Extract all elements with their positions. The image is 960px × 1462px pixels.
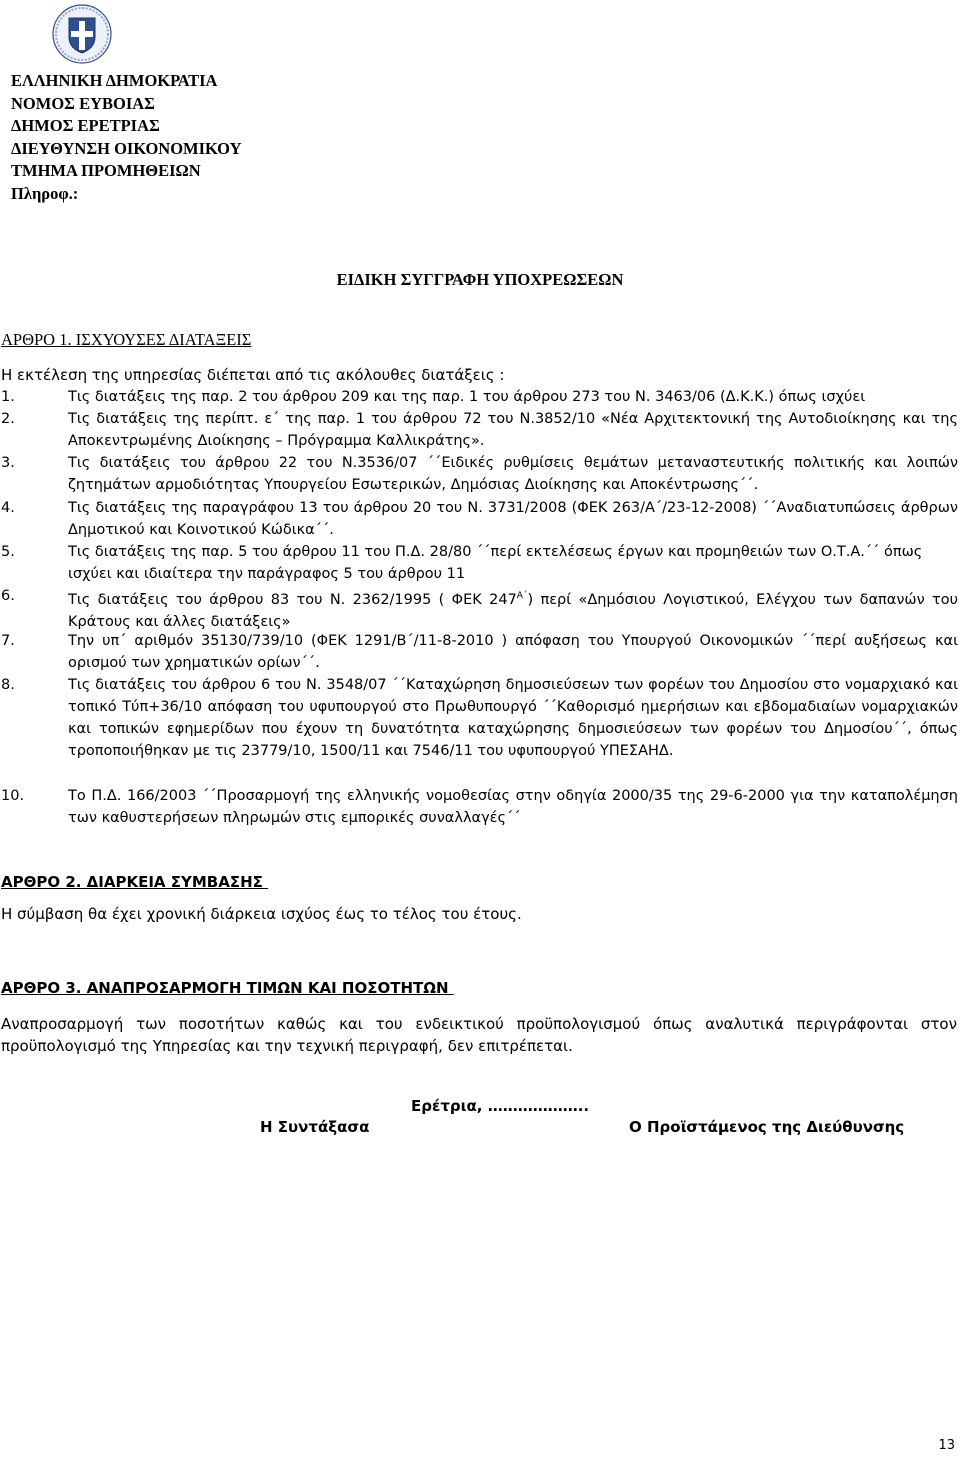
list-item: Τις διατάξεις της παρ. 2 του άρθρου 209 και της παρ. 1 του άρθρου 273 του Ν. 3463/06 (Δ.Κ.Κ.) όπως ισχύει (68, 389, 866, 405)
article2-heading: ΑΡΘΡΟ 2. ΔΙΑΡΚΕΙΑ ΣΥΜΒΑΣΗΣ (1, 873, 269, 891)
header-line-info: Πληροφ.: (11, 183, 79, 203)
header-line-republic: ΕΛΛΗΝΙΚΗ ΔΗΜΟΚΡΑΤΙΑ (11, 71, 218, 90)
list-item: Τις διατάξεις της παρ. 5 του άρθρου 11 του Π.Δ. 28/80 ΄΄περί εκτελέσεως έργων και προμηθειών των Ο.Τ.Α.΄΄ όπως ισχύει και ιδιαίτερα την παράγραφος 5 του άρθρου 11 (68, 544, 923, 582)
list-item (68, 585, 958, 633)
signature-director: Ο Προϊστάμενος της Διεύθυνσης (629, 1118, 905, 1136)
item-text-part: ) περί «Δημόσιου Λογιστικού, Ελέγχου των δαπανών του Κράτους και άλλες διατάξεις» (68, 591, 959, 630)
article3-heading: ΑΡΘΡΟ 3. ΑΝΑΠΡΟΣΑΡΜΟΓΗ ΤΙΜΩΝ ΚΑΙ ΠΟΣΟΤΗΤΩΝ (1, 979, 454, 997)
document-title: ΕΙΔΙΚΗ ΣΥΓΓΡΑΦΗ ΥΠΟΧΡΕΩΣΕΩΝ (336, 270, 624, 289)
place-date: Ερέτρια, ……………….. (411, 1097, 590, 1115)
list-item: Το Π.Δ. 166/2003 ΄΄Προσαρμογή της ελληνικής νομοθεσίας στην οδηγία 2000/35 της 29-6-2000 για την καταπολέμηση των καθυστερήσεων πληρωμών στις εμπορικές συναλλαγές΄΄ (68, 788, 958, 826)
header-line-department: ΤΜΗΜΑ ΠΡΟΜΗΘΕΙΩΝ (11, 161, 201, 180)
item-number: 3. (1, 455, 15, 471)
article1-intro: Η εκτέλεση της υπηρεσίας διέπεται από τις ακόλουθες διατάξεις : (1, 366, 505, 384)
item-superscript: Α΄ (516, 591, 528, 601)
article1-heading: ΑΡΘΡΟ 1. ΙΣΧΥΟΥΣΕΣ ΔΙΑΤΑΞΕΙΣ (1, 330, 252, 349)
item-number: 8. (1, 677, 15, 693)
item-number: 4. (1, 500, 15, 516)
header-line-prefecture: ΝΟΜΟΣ ΕΥΒΟΙΑΣ (11, 93, 155, 113)
item-number: 6. (1, 588, 15, 604)
greek-emblem-icon (52, 4, 112, 64)
item-number: 10. (1, 788, 25, 804)
item-number: 2. (1, 411, 15, 427)
list-item: Τις διατάξεις της παραγράφου 13 του άρθρου 20 του Ν. 3731/2008 (ΦΕΚ 263/Α΄/23-12-2008) ΄΄Αναδιατυπώσεις άρθρων Δημοτικού και Κοινοτικού Κώδικα΄΄. (68, 500, 958, 538)
list-item: Τις διατάξεις της περίπτ. ε΄ της παρ. 1 του άρθρου 72 του Ν.3852/10 «Νέα Αρχιτεκτονική της Αυτοδιοίκησης και της Αποκεντρωμένης Διοίκησης – Πρόγραμμα Καλλικράτης». (68, 411, 958, 449)
page-number: 13 (938, 1438, 955, 1453)
signature-author: Η Συντάξασα (260, 1118, 370, 1136)
article2-text: Η σύμβαση θα έχει χρονική διάρκεια ισχύος έως το τέλος του έτους. (1, 905, 522, 923)
item-number: 5. (1, 544, 15, 560)
list-item: Τις διατάξεις του άρθρου 22 του Ν.3536/07 ΄΄Ειδικές ρυθμίσεις θεμάτων μεταναστευτικής πολιτικής και λοιπών ζητημάτων αρμοδιότητας Υπουργείου Εσωτερικών, Δημόσιας Διοίκησης και Αποκέντρωσης΄΄. (68, 455, 958, 493)
item-number: 1. (1, 389, 15, 405)
item-text-part: Τις διατάξεις του άρθρου 83 του Ν. 2362/1995 ( ΦΕΚ 247 (68, 591, 517, 608)
header-line-directorate: ΔΙΕΥΘΥΝΣΗ ΟΙΚΟΝΟΜΙΚΟΥ (11, 138, 242, 158)
list-item: Τις διατάξεις του άρθρου 6 του Ν. 3548/07 ΄΄Καταχώρηση δημοσιεύσεων των φορέων του Δημοσίου στο νομαρχιακό και τοπικό Τύπ+36/10 απόφαση του υφυπουργού στο Πρωθυπουργό ΄΄Καθορισμό ημερήσιων και εβδομαδιαίων νομαρχιακών και τοπικών εφημερίδων που έχουν τη δυνατότητα καταχώρησης δημοσιεύσεων των φορέων του Δημοσίου΄΄, όπως τροποποιήθηκαν με τις 23779/10, 1500/11 και 7546/11 του υφυπουργού ΥΠΕΣΑΗΔ. (68, 677, 958, 759)
item-number: 7. (1, 633, 15, 649)
header-line-municipality: ΔΗΜΟΣ ΕΡΕΤΡΙΑΣ (11, 116, 160, 135)
list-item: Την υπ΄ αριθμόν 35130/739/10 (ΦΕΚ 1291/Β΄/11-8-2010 ) απόφαση του Υπουργού Οικονομικών ΄΄περί αυξήσεως και ορισμού των χρηματικών ορίων΄΄. (68, 633, 958, 671)
document-title-wrap (0, 270, 960, 290)
issuer-header (11, 70, 241, 205)
article3-text: Αναπροσαρμογή των ποσοτήτων καθώς και του ενδεικτικού προϋπολογισμού όπως αναλυτικά περιγράφονται στον προϋπολογισμό της Υπηρεσίας και την τεχνική περιγραφή, δεν επιτρέπεται. (1, 1015, 957, 1055)
